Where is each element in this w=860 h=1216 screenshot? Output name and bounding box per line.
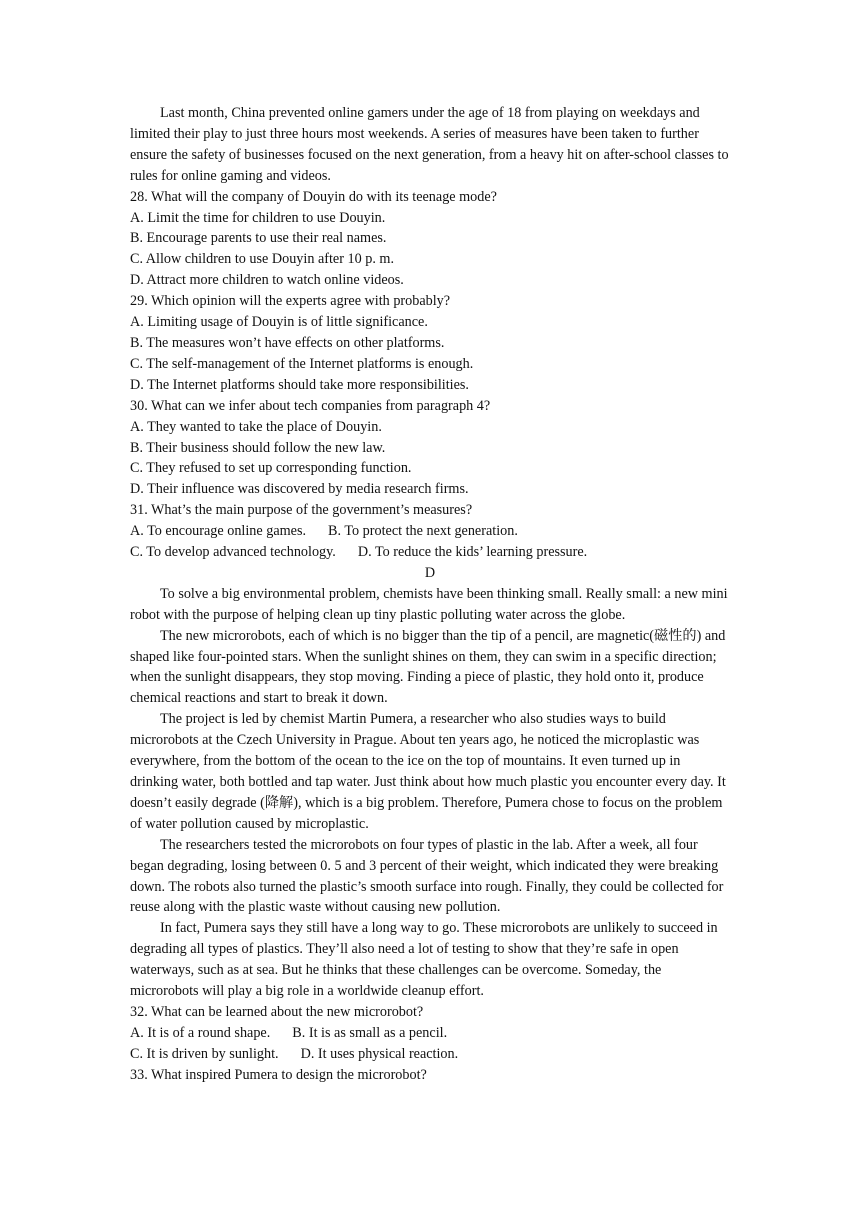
option-c: C. It is driven by sunlight. — [130, 1045, 279, 1062]
passage-paragraph: To solve a big environmental problem, chemists have been thinking small. Really small: a new mini robot with the purpose of helping clean up tiny plastic polluting water across the globe. — [130, 585, 728, 623]
option-b: B. The measures won’t have effects on other platforms. — [130, 334, 445, 351]
option-b: B. Their business should follow the new law. — [130, 439, 386, 456]
option-a: A. They wanted to take the place of Douyin. — [130, 418, 382, 435]
question-stem: 32. What can be learned about the new microrobot? — [130, 1003, 424, 1020]
option-c: C. The self-management of the Internet platforms is enough. — [130, 355, 474, 372]
options-row-ab — [130, 1023, 730, 1044]
option-a: A. Limiting usage of Douyin is of little significance. — [130, 314, 428, 331]
option-a: A. It is of a round shape. — [130, 1024, 271, 1041]
option-a: A. Limit the time for children to use Douyin. — [130, 209, 386, 226]
option-a: A. To encourage online games. — [130, 523, 307, 540]
question-stem: 28. What will the company of Douyin do with its teenage mode? — [130, 188, 497, 205]
option-d: D. The Internet platforms should take more responsibilities. — [130, 376, 469, 393]
option-c: C. They refused to set up corresponding function. — [130, 460, 412, 477]
options-row-cd — [130, 542, 730, 563]
intro-paragraph: Last month, China prevented online gamers under the age of 18 from playing on weekdays and limited their play to just three hours most weekends. A series of measures have been taken to further ensure the safety of businesses focused on the next generation, from a heavy hit on after-school classes to rules for online gaming and videos. — [130, 105, 729, 184]
option-b: B. It is as small as a pencil. — [292, 1024, 448, 1041]
options-row-ab — [130, 521, 730, 542]
question-stem: 31. What’s the main purpose of the government’s measures? — [130, 502, 473, 519]
option-d: D. Attract more children to watch online videos. — [130, 272, 404, 289]
question-29 — [130, 291, 730, 396]
section-heading: D — [424, 564, 436, 581]
passage-paragraph: The new microrobots, each of which is no bigger than the tip of a pencil, are magnetic(磁性的) and shaped like four-pointed stars. When the sunlight shines on them, they can swim in a specific direction; when the sunlight disappears, they stop moving. Finding a piece of plastic, they hold onto it, produce chemical reactions and start to break it down. — [130, 627, 726, 707]
question-30 — [130, 396, 730, 501]
option-d: D. Their influence was discovered by media research firms. — [130, 481, 469, 498]
option-d: D. To reduce the kids’ learning pressure. — [357, 544, 588, 561]
question-stem: 33. What inspired Pumera to design the microrobot? — [130, 1066, 427, 1083]
question-28 — [130, 187, 730, 292]
question-stem: 30. What can we infer about tech companies from paragraph 4? — [130, 397, 491, 414]
passage-paragraph: The researchers tested the microrobots on four types of plastic in the lab. After a week, all four began degrading, losing between 0. 5 and 3 percent of their weight, which indicated they were breaking down. The robots also turned the plastic’s smooth surface into rough. Finally, they could be collected for reuse along with the plastic waste without causing new pollution. — [130, 836, 724, 916]
option-d: D. It uses physical reaction. — [300, 1045, 459, 1062]
document-page — [130, 103, 730, 1086]
option-c: C. Allow children to use Douyin after 10 p. m. — [130, 251, 395, 268]
question-stem: 29. Which opinion will the experts agree with probably? — [130, 293, 451, 310]
question-32 — [130, 1002, 730, 1065]
question-33 — [130, 1065, 730, 1086]
option-b: B. Encourage parents to use their real names. — [130, 230, 387, 247]
passage-paragraph: The project is led by chemist Martin Pumera, a researcher who also studies ways to build microrobots at the Czech University in Prague. About ten years ago, he noticed the microplastic was everywhere, from the bottom of the ocean to the ice on the top of mountains. It even turned up in drinking water, both bottled and tap water. Just think about how much plastic you encounter every day. It doesn’t easily degrade (降解), which is a big problem. Therefore, Pumera chose to focus on the problem of water pollution caused by microplastic. — [130, 711, 726, 832]
question-31 — [130, 500, 730, 563]
option-b: B. To protect the next generation. — [328, 523, 518, 540]
passage-paragraph: In fact, Pumera says they still have a long way to go. These microrobots are unlikely to succeed in degrading all types of plastics. They’ll also need a lot of testing to show that they’re safe in open waterways, such as at sea. But he thinks that these challenges can be overcome. Someday, the microrobots will play a big role in a worldwide cleanup effort. — [130, 920, 718, 1000]
options-row-cd — [130, 1044, 730, 1065]
option-c: C. To develop advanced technology. — [130, 544, 336, 561]
